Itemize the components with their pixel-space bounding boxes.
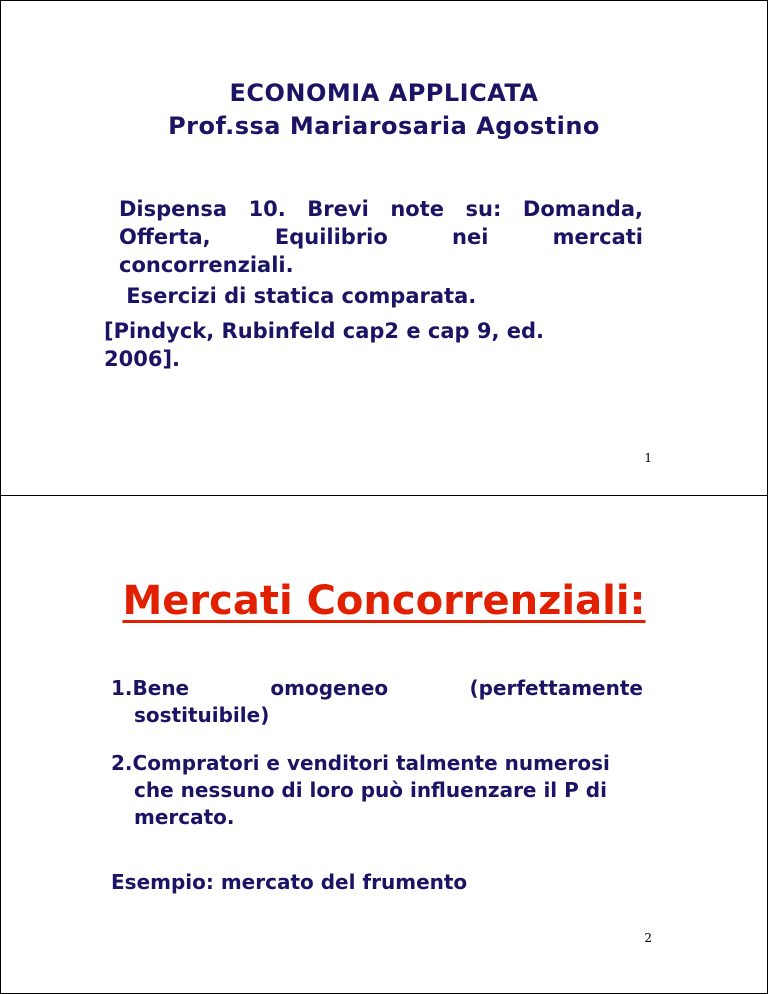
list-item-2-line-1: 2.Compratori e venditori talmente numerosi [111,751,610,775]
list-item-1-line-2: sostituibile) [134,703,270,727]
word: Equilibrio [274,225,388,249]
page-number: 1 [644,451,652,465]
page-number: 2 [644,931,652,945]
word: 10. [248,197,286,221]
list-item-1-line-1 [111,676,643,700]
word: omogeneo [270,676,389,700]
reference-line-1: [Pindyck, Rubinfeld cap2 e cap 9, ed. [104,319,545,343]
word: Offerta, [119,225,211,249]
word: Dispensa [119,197,228,221]
intro-line-4: Esercizi di statica comparata. [119,284,477,308]
word: mercati [552,225,643,249]
word: Domanda, [522,197,643,221]
professor-name: Prof.ssa Mariarosaria Agostino [168,112,600,140]
word: nei [452,225,489,249]
reference-line-2: 2006]. [104,347,181,371]
slide-2 [0,495,768,994]
slide-title: Mercati Concorrenziali: [122,578,646,624]
intro-line-2 [119,225,643,249]
list-item-2-line-2: che nessuno di loro può influenzare il P di [134,778,607,802]
example-line: Esempio: mercato del frumento [111,870,468,894]
list-item-2-line-3: mercato. [134,805,235,829]
word: (perfettamente [469,676,643,700]
intro-line-1 [119,197,643,221]
word: Brevi [307,197,369,221]
course-title: ECONOMIA APPLICATA [229,79,539,107]
intro-line-3: concorrenziali. [119,253,294,277]
slide-1 [0,0,768,496]
word: su: [465,197,502,221]
word: 1.Bene [111,676,190,700]
word: note [390,197,444,221]
